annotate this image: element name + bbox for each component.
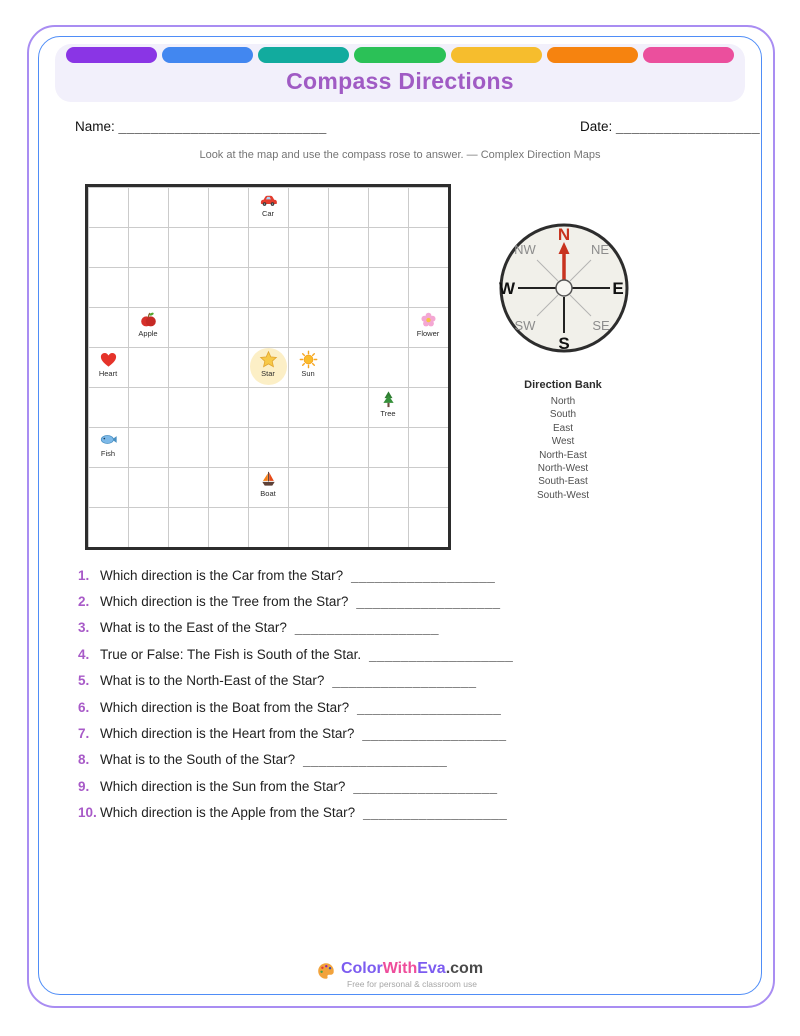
map-item-label: Car	[261, 209, 275, 218]
map-item-fish	[88, 427, 128, 467]
map-item-flower	[408, 307, 448, 347]
compass-label-w: W	[498, 279, 516, 298]
rainbow-pill-teal	[258, 47, 349, 63]
direction-bank-item: South-West	[536, 489, 590, 501]
rainbow-pill-blue	[162, 47, 253, 63]
question-row-8	[78, 747, 538, 773]
answer-blank: __________________	[369, 646, 514, 662]
answer-blank: __________________	[362, 726, 507, 742]
question-number: 5.	[78, 673, 90, 689]
question-row-7	[78, 720, 538, 746]
rainbow-pill-purple	[66, 47, 157, 63]
rainbow-pill-yellow	[451, 47, 542, 63]
question-number: 7.	[78, 726, 90, 742]
map-item-car	[248, 187, 288, 227]
fish-icon	[99, 430, 118, 449]
map-item-label: Sun	[301, 369, 315, 378]
question-number: 1.	[78, 567, 90, 583]
tree-icon	[379, 390, 398, 409]
answer-blank: __________________	[303, 752, 448, 768]
star-icon	[259, 350, 278, 369]
map-item-label: Heart	[98, 369, 118, 378]
question-number: 10.	[78, 805, 97, 821]
map-item-label: Tree	[380, 409, 396, 418]
compass-label-sw: SW	[514, 318, 536, 333]
compass-hub	[556, 280, 572, 296]
rainbow-pill-green	[354, 47, 445, 63]
question-text: Which direction is the Boat from the Star?	[100, 699, 350, 715]
map-item-heart	[88, 347, 128, 387]
compass-label-n: N	[557, 225, 571, 244]
apple-icon	[139, 310, 158, 329]
question-row-5	[78, 668, 538, 694]
map-item-tree	[368, 387, 408, 427]
question-row-10	[78, 800, 538, 826]
direction-bank-item: North-West	[537, 463, 589, 475]
question-number: 6.	[78, 699, 90, 715]
answer-blank: __________________	[356, 594, 501, 610]
answer-blank: __________________	[332, 673, 477, 689]
footer-tagline: Free for personal & classroom use	[347, 979, 477, 989]
header-banner	[55, 44, 745, 102]
compass-label-nw: NW	[514, 242, 536, 257]
question-text: True or False: The Fish is South of the Star.	[100, 646, 362, 662]
instruction-text: Look at the map and use the compass rose to answer. — Complex Direction Maps	[199, 149, 601, 161]
question-row-9	[78, 773, 538, 799]
direction-bank-title: Direction Bank	[524, 379, 602, 391]
boat-icon	[259, 470, 278, 489]
date-label: Date:	[580, 119, 613, 134]
compass-label-e: E	[612, 279, 624, 298]
question-row-4	[78, 641, 538, 667]
flower-icon	[419, 310, 438, 329]
map-item-label: Fish	[100, 449, 116, 458]
brand-part-color: Color	[340, 960, 383, 977]
answer-blank: __________________	[351, 567, 496, 583]
direction-bank-item: South	[549, 409, 577, 421]
compass-label-ne: NE	[590, 242, 610, 257]
footer-text	[341, 960, 483, 989]
brand-part-with: With	[382, 960, 418, 977]
question-text: What is to the East of the Star?	[100, 620, 287, 636]
date-field	[580, 119, 760, 134]
answer-blank: __________________	[357, 699, 502, 715]
palette-icon	[317, 962, 335, 980]
map-item-boat	[248, 467, 288, 507]
direction-bank	[463, 379, 663, 502]
question-list	[78, 562, 538, 826]
direction-map-grid	[85, 184, 451, 550]
compass-rose	[496, 221, 632, 357]
direction-bank-item: East	[552, 422, 573, 434]
question-text: Which direction is the Apple from the Star?	[100, 805, 356, 821]
question-text: What is to the South of the Star?	[100, 752, 296, 768]
compass-label-s: S	[558, 334, 570, 353]
car-icon	[259, 190, 278, 209]
question-row-1	[78, 562, 538, 588]
heart-icon	[99, 350, 118, 369]
question-row-2	[78, 588, 538, 614]
answer-blank: __________________	[363, 805, 508, 821]
name-field	[75, 119, 327, 134]
compass-label-se: SE	[592, 318, 610, 333]
brand-name	[341, 960, 483, 978]
rainbow-pill-pink	[643, 47, 734, 63]
rainbow-bar	[66, 47, 734, 63]
direction-bank-item: West	[551, 436, 575, 448]
question-text: What is to the North-East of the Star?	[100, 673, 325, 689]
name-blank-line: __________________________	[118, 119, 327, 134]
sun-icon	[299, 350, 318, 369]
question-text: Which direction is the Heart from the Star?	[100, 726, 355, 742]
brand-part-com: .com	[445, 960, 484, 977]
brand-part-eva: Eva	[417, 960, 446, 977]
direction-bank-item: South-East	[538, 476, 588, 488]
question-number: 9.	[78, 778, 90, 794]
map-item-apple	[128, 307, 168, 347]
rainbow-pill-orange	[547, 47, 638, 63]
answer-blank: __________________	[353, 778, 498, 794]
question-row-6	[78, 694, 538, 720]
map-item-label: Star	[261, 369, 275, 378]
page-title: Compass Directions	[286, 68, 514, 94]
direction-bank-item: North-East	[539, 449, 587, 461]
question-row-3	[78, 615, 538, 641]
map-item-label: Boat	[260, 489, 276, 498]
footer	[0, 960, 800, 989]
direction-bank-item: North	[550, 396, 576, 407]
map-item-label: Flower	[416, 329, 440, 338]
question-number: 4.	[78, 646, 90, 662]
question-text: Which direction is the Tree from the Star?	[100, 594, 349, 610]
question-number: 3.	[78, 620, 90, 636]
map-item-sun	[288, 347, 328, 387]
map-item-label: Apple	[138, 329, 158, 338]
name-label: Name:	[75, 119, 115, 134]
question-text: Which direction is the Sun from the Star?	[100, 778, 346, 794]
answer-blank: __________________	[294, 620, 440, 636]
map-item-star	[248, 347, 288, 387]
question-number: 8.	[78, 752, 90, 768]
question-number: 2.	[78, 594, 90, 610]
date-blank-line: __________________	[616, 119, 761, 134]
question-text: Which direction is the Car from the Star?	[100, 567, 344, 583]
